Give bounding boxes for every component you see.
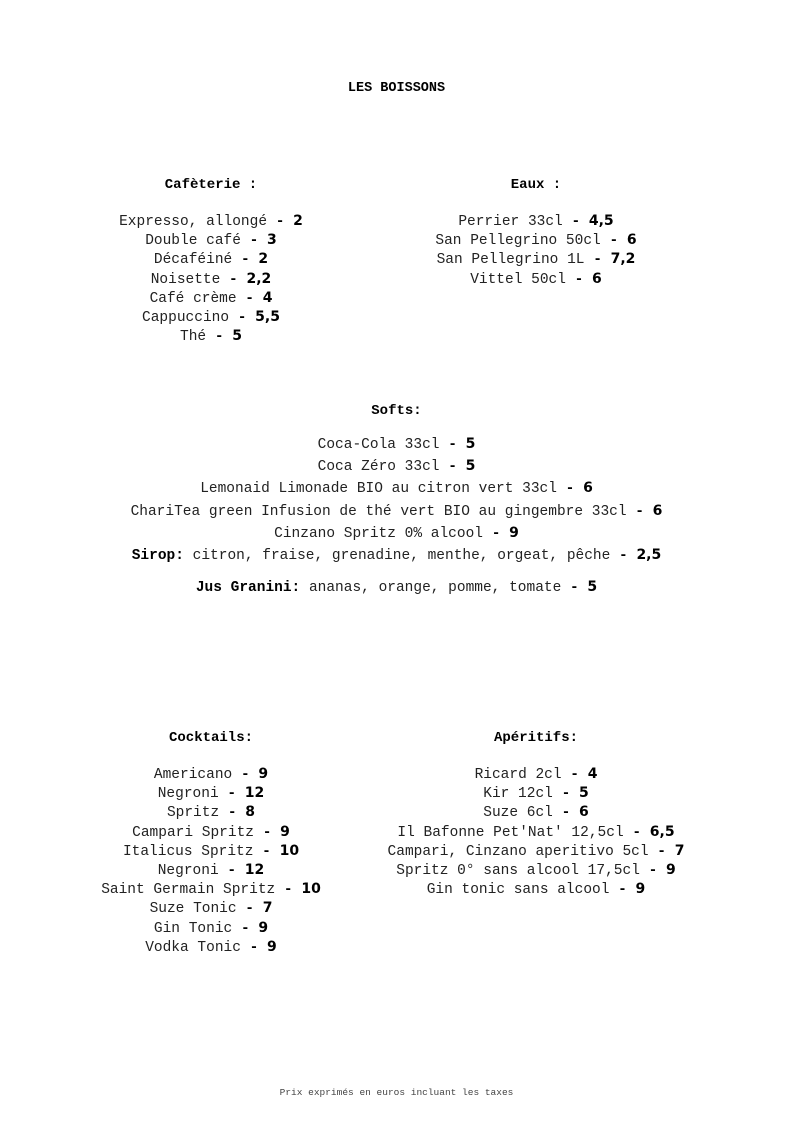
separator: - bbox=[648, 863, 658, 880]
item-name: Lemonaid Limonade BIO au citron vert 33cl bbox=[200, 481, 557, 498]
menu-item bbox=[50, 212, 372, 231]
menu-item bbox=[0, 501, 793, 523]
item-name: Vodka Tonic bbox=[145, 939, 241, 956]
separator: - bbox=[227, 863, 237, 880]
menu-item bbox=[50, 919, 372, 938]
menu-item bbox=[50, 803, 372, 822]
item-price: 2 bbox=[258, 251, 269, 268]
separator: - bbox=[448, 437, 457, 453]
section-softs bbox=[0, 402, 793, 599]
item-name: Ricard 2cl bbox=[474, 767, 562, 783]
separator: - bbox=[240, 252, 250, 269]
item-name: Expresso, allongé bbox=[119, 214, 268, 230]
menu-item bbox=[376, 765, 696, 784]
menu-item bbox=[376, 270, 696, 289]
separator: - bbox=[593, 252, 602, 269]
separator: - bbox=[214, 329, 224, 346]
item-price: 8 bbox=[245, 804, 256, 821]
item-price: 6 bbox=[578, 804, 589, 821]
item-price: 9 bbox=[666, 862, 676, 879]
item-price: 10 bbox=[301, 881, 321, 898]
item-price: 2,2 bbox=[246, 270, 272, 287]
separator: - bbox=[561, 786, 571, 803]
separator: - bbox=[249, 939, 259, 956]
item-price: 4 bbox=[262, 289, 273, 306]
menu-item bbox=[376, 861, 696, 880]
separator: - bbox=[275, 214, 285, 230]
item-price: 9 bbox=[509, 524, 519, 541]
item-name: Suze Tonic bbox=[149, 901, 237, 918]
separator: - bbox=[245, 290, 254, 307]
menu-item bbox=[376, 250, 696, 269]
separator: - bbox=[571, 214, 581, 230]
section-cocktails bbox=[50, 729, 372, 957]
separator: - bbox=[229, 271, 238, 288]
item-name: Coca Zéro 33cl bbox=[317, 459, 440, 476]
item-list bbox=[0, 434, 793, 545]
item-name: Décaféiné bbox=[153, 252, 233, 269]
item-name: Gin Tonic bbox=[153, 920, 233, 937]
item-price: 7 bbox=[262, 900, 273, 917]
menu-item bbox=[376, 880, 696, 899]
footer-note: Prix exprimés en euros incluant les taxes bbox=[279, 1087, 514, 1098]
separator: - bbox=[632, 824, 642, 841]
item-price: 12 bbox=[244, 862, 265, 879]
item-price: 6 bbox=[626, 232, 637, 249]
item-name: Spritz 0° sans alcool 17,5cl bbox=[396, 863, 640, 880]
section-heading: Eaux : bbox=[510, 177, 562, 193]
item-name: ChariTea green Infusion de thé vert BIO au gingembre 33cl bbox=[130, 503, 627, 520]
item-name: Café crème bbox=[149, 290, 237, 307]
menu-item bbox=[50, 899, 372, 918]
separator: - bbox=[448, 459, 457, 476]
section-aperitifs bbox=[376, 729, 696, 899]
menu-item bbox=[50, 327, 372, 346]
item-name: Coca-Cola 33cl bbox=[317, 437, 440, 453]
menu-item bbox=[50, 842, 372, 861]
menu-item bbox=[50, 784, 372, 803]
separator: - bbox=[227, 786, 237, 803]
item-name: Kir 12cl bbox=[483, 786, 553, 803]
item-name: Negroni bbox=[157, 786, 219, 803]
menu-item bbox=[50, 308, 372, 327]
menu-item bbox=[50, 250, 372, 269]
item-name: Cappuccino bbox=[142, 310, 230, 327]
separator: - bbox=[561, 805, 571, 822]
separator: - bbox=[240, 920, 250, 937]
separator: - bbox=[570, 580, 579, 597]
menu-item bbox=[376, 803, 696, 822]
menu-item bbox=[0, 478, 793, 500]
separator: - bbox=[283, 882, 293, 899]
item-name: Vittel 50cl bbox=[470, 271, 566, 288]
menu-item bbox=[50, 765, 372, 784]
item-name: Spritz bbox=[166, 805, 220, 822]
menu-item bbox=[376, 842, 696, 861]
item-name: Double café bbox=[145, 233, 241, 250]
item-list bbox=[50, 212, 372, 346]
item-name: Italicus Spritz bbox=[122, 843, 254, 860]
item-price: 7 bbox=[674, 842, 685, 859]
menu-item bbox=[50, 938, 372, 957]
jus-price: 5 bbox=[587, 579, 598, 596]
separator: - bbox=[245, 901, 254, 918]
item-name: Saint Germain Spritz bbox=[101, 882, 276, 899]
sirop-row bbox=[0, 545, 793, 567]
separator: - bbox=[227, 805, 237, 822]
item-price: 7,2 bbox=[610, 251, 636, 268]
item-price: 5 bbox=[465, 458, 476, 475]
separator: - bbox=[237, 310, 247, 327]
separator: - bbox=[240, 767, 250, 783]
item-name: Americano bbox=[153, 767, 233, 783]
menu-item bbox=[50, 289, 372, 308]
item-price: 9 bbox=[267, 938, 277, 955]
separator: - bbox=[249, 233, 259, 250]
jus-flavours: ananas, orange, pomme, tomate bbox=[308, 580, 562, 597]
item-name: Cinzano Spritz 0% alcool bbox=[274, 525, 483, 542]
menu-item bbox=[376, 784, 696, 803]
menu-item bbox=[0, 434, 793, 456]
item-price: 5,5 bbox=[255, 309, 280, 326]
jus-label: Jus Granini: bbox=[195, 580, 301, 597]
item-price: 5 bbox=[232, 328, 242, 345]
menu-item bbox=[376, 231, 696, 250]
menu-item bbox=[376, 823, 696, 842]
section-heading: Cocktails: bbox=[168, 730, 253, 746]
item-name: Negroni bbox=[157, 863, 219, 880]
section-cafeterie bbox=[50, 176, 372, 346]
menu-item bbox=[50, 861, 372, 880]
item-price: 4 bbox=[587, 766, 598, 782]
separator: - bbox=[657, 843, 666, 860]
sirop-flavours: citron, fraise, grenadine, menthe, orgeat, pêche bbox=[192, 548, 611, 565]
separator: - bbox=[609, 233, 619, 250]
item-price: 4,5 bbox=[588, 213, 614, 229]
item-name: Perrier 33cl bbox=[458, 214, 563, 230]
item-price: 9 bbox=[258, 766, 269, 782]
item-price: 6,5 bbox=[649, 823, 675, 840]
menu-item bbox=[50, 823, 372, 842]
item-name: Gin tonic sans alcool bbox=[426, 882, 610, 899]
sirop-label: Sirop: bbox=[131, 548, 184, 565]
separator: - bbox=[491, 525, 501, 542]
menu-item bbox=[376, 212, 696, 231]
jus-row bbox=[0, 577, 793, 599]
item-price: 9 bbox=[635, 881, 646, 898]
separator: - bbox=[565, 481, 575, 498]
separator: - bbox=[574, 271, 584, 288]
menu-item bbox=[0, 523, 793, 545]
separator: - bbox=[618, 882, 627, 899]
item-price: 6 bbox=[652, 502, 663, 519]
item-list bbox=[376, 212, 696, 289]
item-price: 2 bbox=[293, 213, 303, 229]
item-name: Noisette bbox=[150, 271, 221, 288]
menu-item bbox=[50, 880, 372, 899]
section-eaux bbox=[376, 176, 696, 289]
item-name: Thé bbox=[180, 329, 207, 346]
item-name: Campari Spritz bbox=[132, 824, 254, 841]
separator: - bbox=[262, 824, 272, 841]
item-price: 12 bbox=[244, 785, 265, 802]
item-list bbox=[376, 765, 696, 899]
item-price: 6 bbox=[583, 480, 593, 497]
separator: - bbox=[619, 548, 628, 565]
item-name: Suze 6cl bbox=[483, 805, 553, 822]
item-price: 9 bbox=[258, 919, 269, 936]
item-name: San Pellegrino 50cl bbox=[435, 233, 601, 250]
menu-item bbox=[50, 270, 372, 289]
separator: - bbox=[262, 843, 271, 860]
item-price: 9 bbox=[280, 823, 290, 840]
item-price: 10 bbox=[279, 842, 300, 859]
section-heading: Softs: bbox=[371, 403, 422, 419]
separator: - bbox=[570, 767, 579, 783]
item-list bbox=[50, 765, 372, 957]
separator: - bbox=[635, 503, 644, 520]
sirop-price: 2,5 bbox=[636, 547, 662, 564]
section-heading: Cafèterie : bbox=[164, 177, 258, 193]
item-price: 3 bbox=[267, 232, 277, 249]
item-name: Campari, Cinzano aperitivo 5cl bbox=[387, 843, 649, 860]
item-name: San Pellegrino 1L bbox=[436, 252, 585, 269]
item-price: 6 bbox=[592, 270, 602, 287]
item-price: 5 bbox=[465, 436, 476, 452]
menu-item bbox=[50, 231, 372, 250]
item-name: Il Bafonne Pet'Nat' 12,5cl bbox=[397, 824, 624, 841]
item-price: 5 bbox=[578, 785, 589, 802]
menu-item bbox=[0, 456, 793, 478]
page-title: LES BOISSONS bbox=[347, 81, 446, 96]
section-heading: Apéritifs: bbox=[493, 730, 578, 746]
